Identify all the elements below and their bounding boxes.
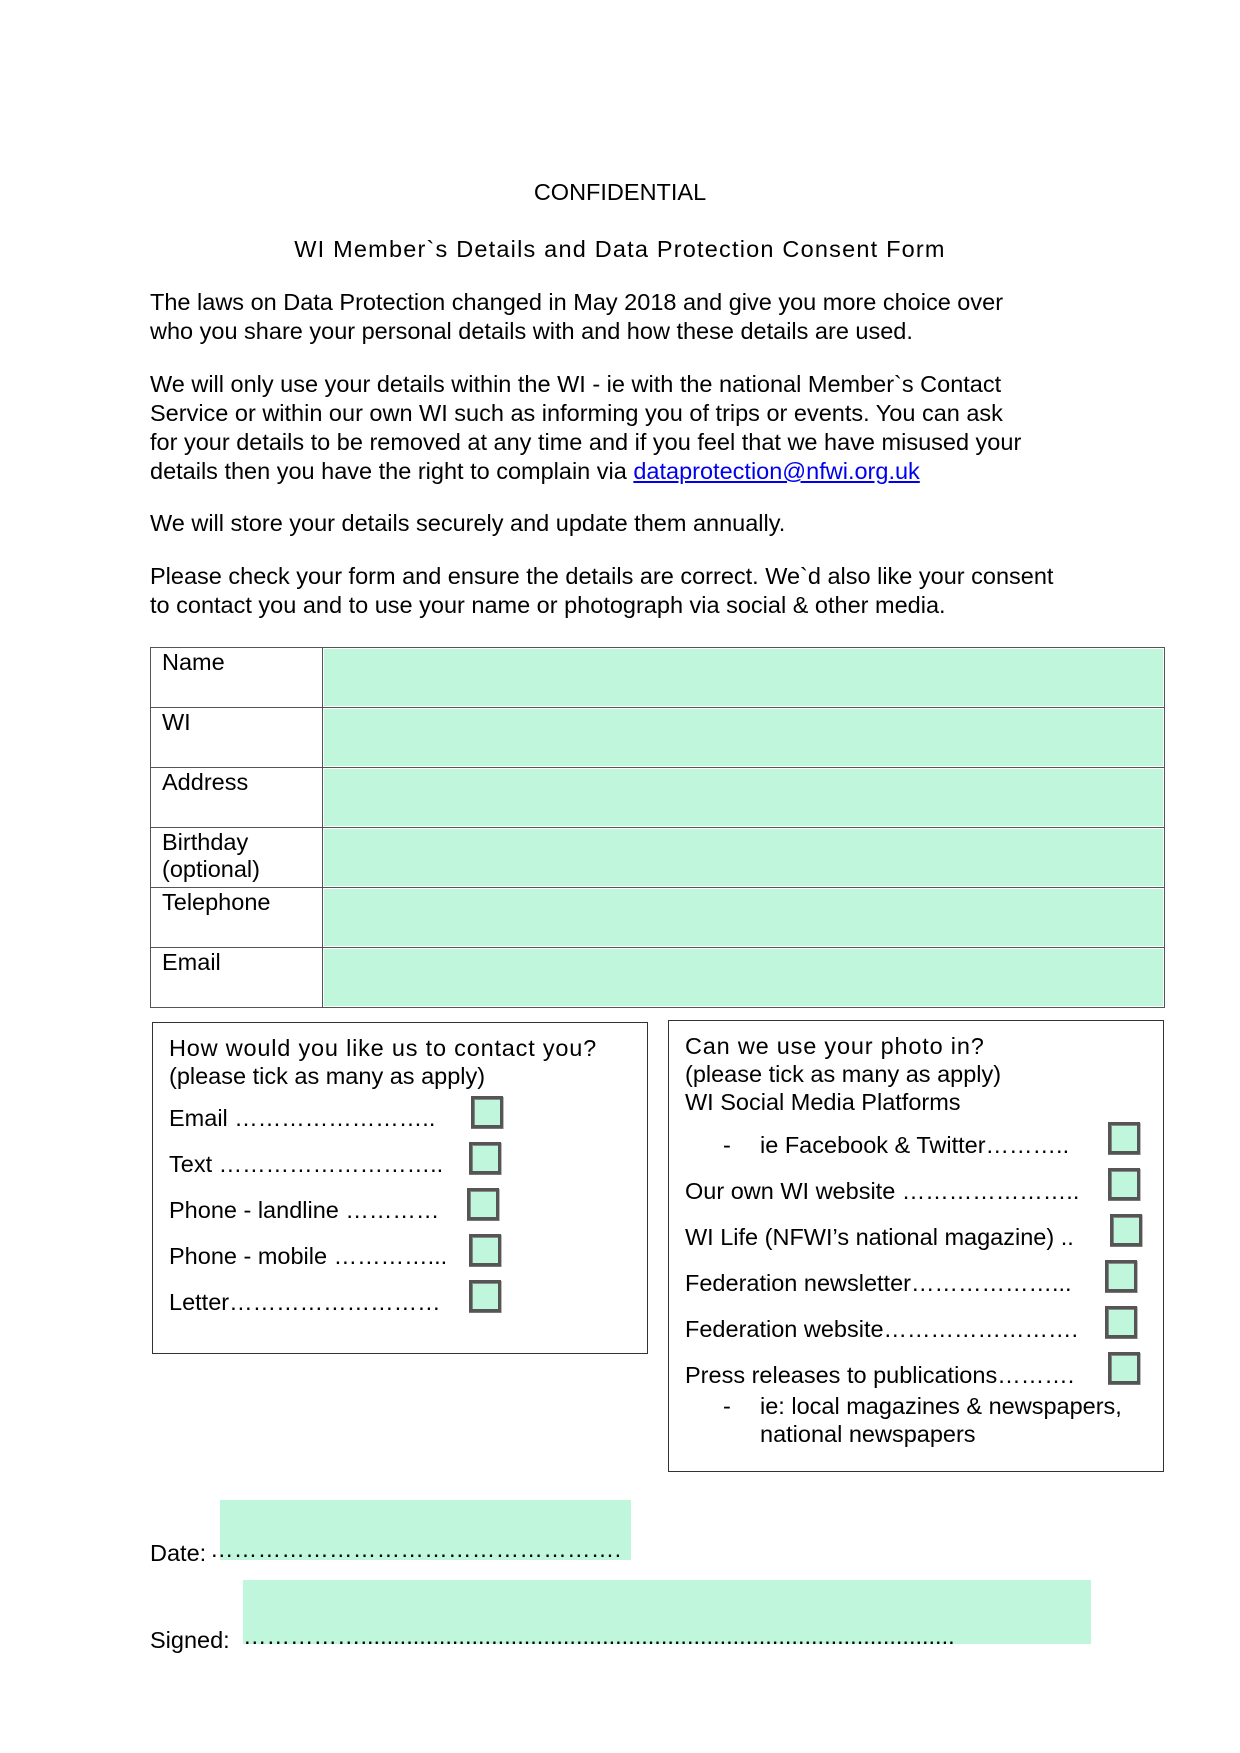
table-row [151,708,1165,768]
photo-box-subtitle: (please tick as many as apply) [685,1061,1002,1087]
email-field[interactable] [324,949,1163,1006]
email-label: Email [151,948,323,1008]
contact-box-subtitle: (please tick as many as apply) [169,1063,486,1089]
table-row [151,948,1165,1008]
table-row [151,648,1165,708]
photo-consent-box [668,1020,1164,1472]
contact-landline-checkbox[interactable] [467,1188,499,1220]
text-line [150,457,1150,486]
photo-option-social-label: ie Facebook & Twitter……….. [760,1132,1070,1158]
text-line: to contact you and to use your name or photograph via social & other media. [150,592,946,618]
photo-wi-life-checkbox[interactable] [1110,1214,1142,1246]
photo-option-fed-website-label: Federation website……………………. [685,1316,1079,1342]
text-line: Please check your form and ensure the details are correct. We`d also like your consent [150,563,1054,589]
text-line: for your details to be removed at any time and if you feel that we have misused your [150,429,1022,455]
text-line: The laws on Data Protection changed in May 2018 and give you more choice over [150,289,1004,315]
telephone-label: Telephone [151,888,323,948]
list-dash: - [723,1132,731,1158]
table-row [151,828,1165,888]
name-field-cell [323,648,1165,708]
text-line: Service or within our own WI such as informing you of trips or events. You can ask [150,400,1003,426]
email-field-cell [323,948,1165,1008]
contact-mobile-checkbox[interactable] [469,1234,501,1266]
member-details-table [150,647,1165,1008]
telephone-field-cell [323,888,1165,948]
photo-fed-website-checkbox[interactable] [1105,1306,1137,1338]
contact-preferences-box [152,1022,648,1354]
intro-paragraph-2 [150,370,1150,486]
address-field[interactable] [324,769,1163,826]
photo-option-wi-website-label: Our own WI website ………………….. [685,1178,1080,1204]
birthday-label-line2: (optional) [162,856,260,882]
contact-option-text-label: Text ……………………….. [169,1151,444,1177]
birthday-label-line1: Birthday [162,829,249,855]
date-dots: ……………………………………………. [210,1536,622,1562]
signed-label: Signed: [150,1627,230,1653]
contact-option-letter-label: Letter……………………… [169,1289,441,1315]
text-line: who you share your personal details with and how these details are used. [150,318,913,344]
contact-option-email-label: Email …………………….. [169,1105,436,1131]
photo-wi-website-checkbox[interactable] [1108,1168,1140,1200]
contact-text-checkbox[interactable] [469,1142,501,1174]
photo-option-press-label: Press releases to publications………. [685,1362,1075,1388]
press-note-line2: national newspapers [760,1421,976,1447]
photo-press-checkbox[interactable] [1108,1352,1140,1384]
contact-option-mobile-label: Phone - mobile …………... [169,1243,448,1269]
intro-paragraph-3: We will store your details securely and update them annually. [150,510,786,536]
signed-dots: ……………........................................................................................... [243,1623,955,1649]
form-title: WI Member`s Details and Data Protection Consent Form [294,236,946,262]
name-label: Name [151,648,323,708]
table-row [151,888,1165,948]
birthday-field[interactable] [324,829,1163,886]
photo-option-fed-newsletter-label: Federation newsletter………………... [685,1270,1072,1296]
wi-field[interactable] [324,709,1163,766]
dataprotection-email-link[interactable]: dataprotection@nfwi.org.uk [633,458,920,484]
photo-option-wi-life-label: WI Life (NFWI’s national magazine) .. [685,1224,1074,1250]
intro-paragraph-4 [150,562,1150,620]
contact-box-title: How would you like us to contact you? [169,1035,598,1061]
social-media-heading: WI Social Media Platforms [685,1089,961,1115]
contact-email-checkbox[interactable] [471,1096,503,1128]
contact-letter-checkbox[interactable] [469,1280,501,1312]
photo-fed-newsletter-checkbox[interactable] [1105,1260,1137,1292]
press-note-line1: ie: local magazines & newspapers, [760,1393,1122,1419]
list-dash: - [723,1393,731,1419]
name-field[interactable] [324,649,1163,706]
birthday-field-cell [323,828,1165,888]
photo-social-checkbox[interactable] [1108,1122,1140,1154]
date-label: Date: [150,1540,207,1566]
wi-label: WI [151,708,323,768]
table-row [151,768,1165,828]
telephone-field[interactable] [324,889,1163,946]
contact-option-landline-label: Phone - landline ………… [169,1197,440,1223]
confidential-heading: CONFIDENTIAL [533,179,707,205]
birthday-label [151,828,323,888]
intro-paragraph-1 [150,288,1150,346]
address-label: Address [151,768,323,828]
text-span: details then you have the right to complain via [150,458,634,484]
address-field-cell [323,768,1165,828]
photo-box-title: Can we use your photo in? [685,1033,985,1059]
text-line: We will only use your details within the WI - ie with the national Member`s Contact [150,371,1002,397]
wi-field-cell [323,708,1165,768]
